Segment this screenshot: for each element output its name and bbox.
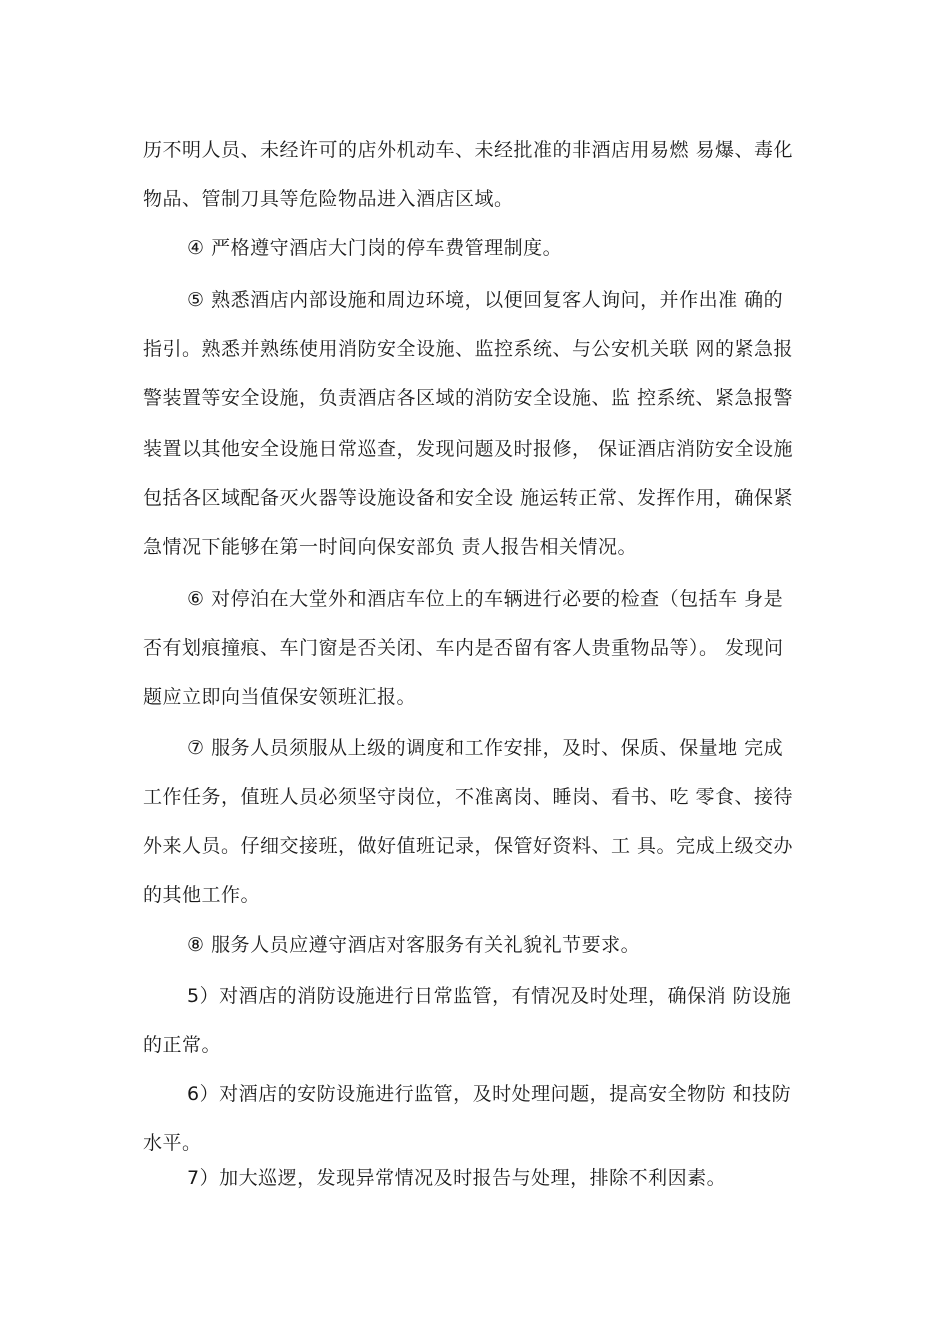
text-line: ④ 严格遵守酒店大门岗的停车费管理制度。 (187, 237, 563, 259)
text-line: 警装置等安全设施，负责酒店各区域的消防安全设施、监 控系统、紧急报警 (143, 387, 794, 409)
text-line: 外来人员。仔细交接班，做好值班记录，保管好资料、工 具。完成上级交办 (143, 835, 794, 857)
text-line: 工作任务，值班人员必须坚守岗位，不准离岗、睡岗、看书、吃 零食、接待 (143, 786, 794, 808)
text-line: 装置以其他安全设施日常巡查，发现问题及时报修， 保证酒店消防安全设施 (143, 438, 794, 460)
text-line: 的其他工作。 (143, 884, 261, 906)
text-line: 水平。 (143, 1132, 202, 1154)
text-line: ⑥ 对停泊在大堂外和酒店车位上的车辆进行必要的检查（包括车 身是 (187, 588, 784, 610)
text-line: 历不明人员、未经许可的店外机动车、未经批准的非酒店用易燃 易爆、毒化 (143, 139, 794, 161)
text-line: 急情况下能够在第一时间向保安部负 责人报告相关情况。 (143, 536, 638, 558)
text-line: 的正常。 (143, 1034, 222, 1056)
text-line: 指引。熟悉并熟练使用消防安全设施、监控系统、与公安机关联 网的紧急报 (143, 338, 794, 360)
text-line: ⑧ 服务人员应遵守酒店对客服务有关礼貌礼节要求。 (187, 934, 641, 956)
text-line: 物品、管制刀具等危险物品进入酒店区域。 (143, 188, 514, 210)
text-line: 题应立即向当值保安领班汇报。 (143, 686, 417, 708)
text-line: 7）加大巡逻，发现异常情况及时报告与处理，排除不利因素。 (187, 1167, 727, 1189)
text-line: 6）对酒店的安防设施进行监管，及时处理问题，提高安全物防 和技防 (187, 1083, 792, 1105)
text-line: ⑤ 熟悉酒店内部设施和周边环境，以便回复客人询问，并作出准 确的 (187, 289, 784, 311)
text-line: 否有划痕撞痕、车门窗是否关闭、车内是否留有客人贵重物品等）。 发现问 (143, 637, 784, 659)
text-line: 包括各区域配备灭火器等设施设备和安全设 施运转正常、发挥作用，确保紧 (143, 487, 794, 509)
text-line: ⑦ 服务人员须服从上级的调度和工作安排，及时、保质、保量地 完成 (187, 737, 784, 759)
text-line: 5）对酒店的消防设施进行日常监管，有情况及时处理，确保消 防设施 (187, 985, 792, 1007)
